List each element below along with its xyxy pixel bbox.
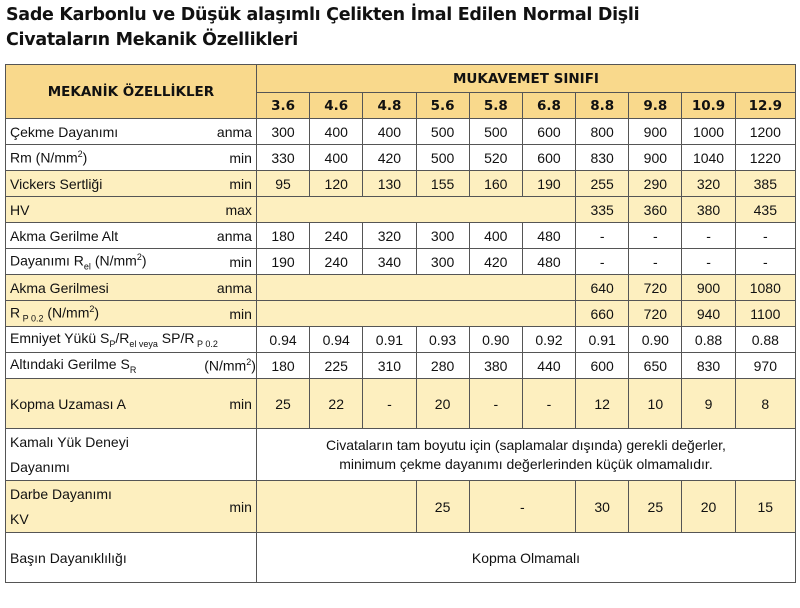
row-label: Kopma Uzaması A (6, 379, 205, 429)
table-cell: 720 (629, 301, 682, 327)
class-header: 6.8 (522, 93, 575, 119)
row-label: Vickers Sertliği (6, 171, 205, 197)
row-unit: min (204, 249, 256, 275)
table-cell: 300 (256, 119, 309, 145)
table-cell: 1040 (682, 145, 735, 171)
class-header: 3.6 (256, 93, 309, 119)
table-cell: 0.94 (256, 327, 309, 353)
table-cell: 830 (576, 145, 629, 171)
table-cell: 940 (682, 301, 735, 327)
table-row (6, 379, 796, 429)
table-cell: - (469, 379, 522, 429)
table-row (6, 327, 796, 353)
table-cell: 190 (522, 171, 575, 197)
table-cell: 20 (416, 379, 469, 429)
table-cell: 1080 (735, 275, 795, 301)
table-cell: 500 (416, 119, 469, 145)
table-cell: 0.94 (310, 327, 363, 353)
table-cell: 310 (363, 353, 416, 379)
table-cell: 500 (469, 119, 522, 145)
class-header: 9.8 (629, 93, 682, 119)
table-cell: 720 (629, 275, 682, 301)
table-cell: 320 (363, 223, 416, 249)
row-unit: anma (204, 223, 256, 249)
table-cell: 300 (416, 249, 469, 275)
table-cell: 9 (682, 379, 735, 429)
table-cell: 240 (310, 223, 363, 249)
row-label: Akma Gerilmesi (6, 275, 205, 301)
class-header: 5.8 (469, 93, 522, 119)
table-cell: - (522, 379, 575, 429)
table-cell: 12 (576, 379, 629, 429)
table-cell: 520 (469, 145, 522, 171)
row-label: Kamalı Yük Deneyi Dayanımı (6, 429, 257, 481)
table-cell: 290 (629, 171, 682, 197)
table-cell: 335 (576, 197, 629, 223)
table-cell: 800 (576, 119, 629, 145)
strength-class-header: MUKAVEMET SINIFI (256, 65, 795, 93)
row-unit: max (204, 197, 256, 223)
table-cell: 600 (522, 145, 575, 171)
row-label: Çekme Dayanımı (6, 119, 205, 145)
table-cell: 500 (416, 145, 469, 171)
class-header: 5.6 (416, 93, 469, 119)
table-cell: - (629, 223, 682, 249)
table-cell: 0.88 (682, 327, 735, 353)
table-cell: - (629, 249, 682, 275)
table-cell: 8 (735, 379, 795, 429)
table-cell: 330 (256, 145, 309, 171)
table-cell: 180 (256, 223, 309, 249)
empty-cell (256, 481, 416, 533)
table-cell: 435 (735, 197, 795, 223)
table-row (6, 171, 796, 197)
table-cell: 400 (363, 119, 416, 145)
table-cell: 225 (310, 353, 363, 379)
row-unit: anma (204, 119, 256, 145)
row-label: R $_{P 0.2}$ $(N/mm^2)$ (6, 301, 205, 327)
title-line-2: Civataların Mekanik Özellikleri (6, 30, 298, 50)
table-cell: 0.90 (469, 327, 522, 353)
table-cell: 15 (735, 481, 795, 533)
table-cell: 970 (735, 353, 795, 379)
table-cell: 320 (682, 171, 735, 197)
table-cell: 95 (256, 171, 309, 197)
table-cell: 190 (256, 249, 309, 275)
table-cell: - (735, 223, 795, 249)
row-unit: anma (204, 275, 256, 301)
row-unit: min (204, 171, 256, 197)
table-cell: 22 (310, 379, 363, 429)
table-row (6, 429, 796, 481)
table-row (6, 249, 796, 275)
row-label: Darbe Dayanımı KV (6, 481, 205, 533)
table-cell: 830 (682, 353, 735, 379)
table-cell: 1200 (735, 119, 795, 145)
table-cell: 0.88 (735, 327, 795, 353)
table-cell: 440 (522, 353, 575, 379)
table-cell: 380 (469, 353, 522, 379)
table-cell: 1000 (682, 119, 735, 145)
row-unit: min (204, 301, 256, 327)
row-unit: min (204, 145, 256, 171)
table-row (6, 119, 796, 145)
table-cell: - (576, 249, 629, 275)
title-line-1: Sade Karbonlu ve Düşük alaşımlı Çelikten İmal Edilen Normal Dişli (6, 5, 640, 25)
table-cell: 160 (469, 171, 522, 197)
row-label: HV (6, 197, 205, 223)
table-cell: 400 (310, 145, 363, 171)
table-cell: 300 (416, 223, 469, 249)
class-header: 4.8 (363, 93, 416, 119)
table-cell: 25 (629, 481, 682, 533)
table-cell: 30 (576, 481, 629, 533)
table-cell: 400 (469, 223, 522, 249)
table-cell: 25 (416, 481, 469, 533)
table-cell: 380 (682, 197, 735, 223)
table-cell: 340 (363, 249, 416, 275)
table-row (6, 197, 796, 223)
table-cell: - (576, 223, 629, 249)
property-column-header: MEKANİK ÖZELLİKLER (6, 65, 257, 119)
row-label: Rm $(N/mm^2)$ (6, 145, 205, 171)
row-unit: $(N/mm^2)$ (204, 353, 256, 379)
table-cell: 1220 (735, 145, 795, 171)
table-cell: 900 (682, 275, 735, 301)
table-row (6, 223, 796, 249)
table-cell: 20 (682, 481, 735, 533)
class-header: 4.6 (310, 93, 363, 119)
table-cell: 660 (576, 301, 629, 327)
table-cell: 280 (416, 353, 469, 379)
table-cell: 0.91 (576, 327, 629, 353)
table-cell: 480 (522, 249, 575, 275)
table-row (6, 353, 796, 379)
table-row (6, 481, 796, 533)
table-cell: 0.91 (363, 327, 416, 353)
table-cell: 360 (629, 197, 682, 223)
row-unit: min (204, 379, 256, 429)
table-row (6, 301, 796, 327)
class-header: 8.8 (576, 93, 629, 119)
table-cell: 900 (629, 145, 682, 171)
row-label: Dayanımı $R_{el}$ $(N/mm^2)$ (6, 249, 205, 275)
table-cell: - (682, 223, 735, 249)
table-cell: 240 (310, 249, 363, 275)
table-cell: 0.93 (416, 327, 469, 353)
table-cell: 130 (363, 171, 416, 197)
table-cell: 420 (363, 145, 416, 171)
table-cell: 1100 (735, 301, 795, 327)
table-row (6, 145, 796, 171)
table-cell: 180 (256, 353, 309, 379)
table-cell: 640 (576, 275, 629, 301)
table-cell: 480 (522, 223, 575, 249)
empty-cell (256, 301, 575, 327)
note-cell: Civataların tam boyutu için (saplamalar dışında) gerekli değerler, minimum çekme dayanımı değerlerinden küçük olmamalıdır. (256, 429, 795, 481)
table-cell: - (682, 249, 735, 275)
table-cell: 0.92 (522, 327, 575, 353)
table-cell: 10 (629, 379, 682, 429)
table-cell: 600 (576, 353, 629, 379)
table-cell: 400 (310, 119, 363, 145)
table-cell: 900 (629, 119, 682, 145)
table-cell: 600 (522, 119, 575, 145)
table-cell: 420 (469, 249, 522, 275)
table-cell: 385 (735, 171, 795, 197)
table-cell: 155 (416, 171, 469, 197)
empty-cell (256, 197, 575, 223)
table-cell: 120 (310, 171, 363, 197)
table-cell: - (735, 249, 795, 275)
row-unit: min (204, 481, 256, 533)
table-cell: 0.90 (629, 327, 682, 353)
empty-cell (256, 275, 575, 301)
note-cell: Kopma Olmamalı (256, 533, 795, 583)
table-cell: 25 (256, 379, 309, 429)
row-label: Başın Dayanıklılığı (6, 533, 257, 583)
table-cell: - (363, 379, 416, 429)
row-label: Altındaki Gerilme $S_R$ (6, 353, 205, 379)
class-header: 10.9 (682, 93, 735, 119)
row-label: Akma Gerilme Alt (6, 223, 205, 249)
row-label: Emniyet Yükü $S_P/R_{el veya}$ SP/R $_{P 0.2}$ (6, 327, 257, 353)
table-cell: 650 (629, 353, 682, 379)
page-title (6, 3, 796, 53)
table-cell: - (469, 481, 575, 533)
table-row (6, 275, 796, 301)
class-header: 12.9 (735, 93, 795, 119)
table-row (6, 533, 796, 583)
table-cell: 255 (576, 171, 629, 197)
mechanical-properties-table (5, 64, 796, 583)
